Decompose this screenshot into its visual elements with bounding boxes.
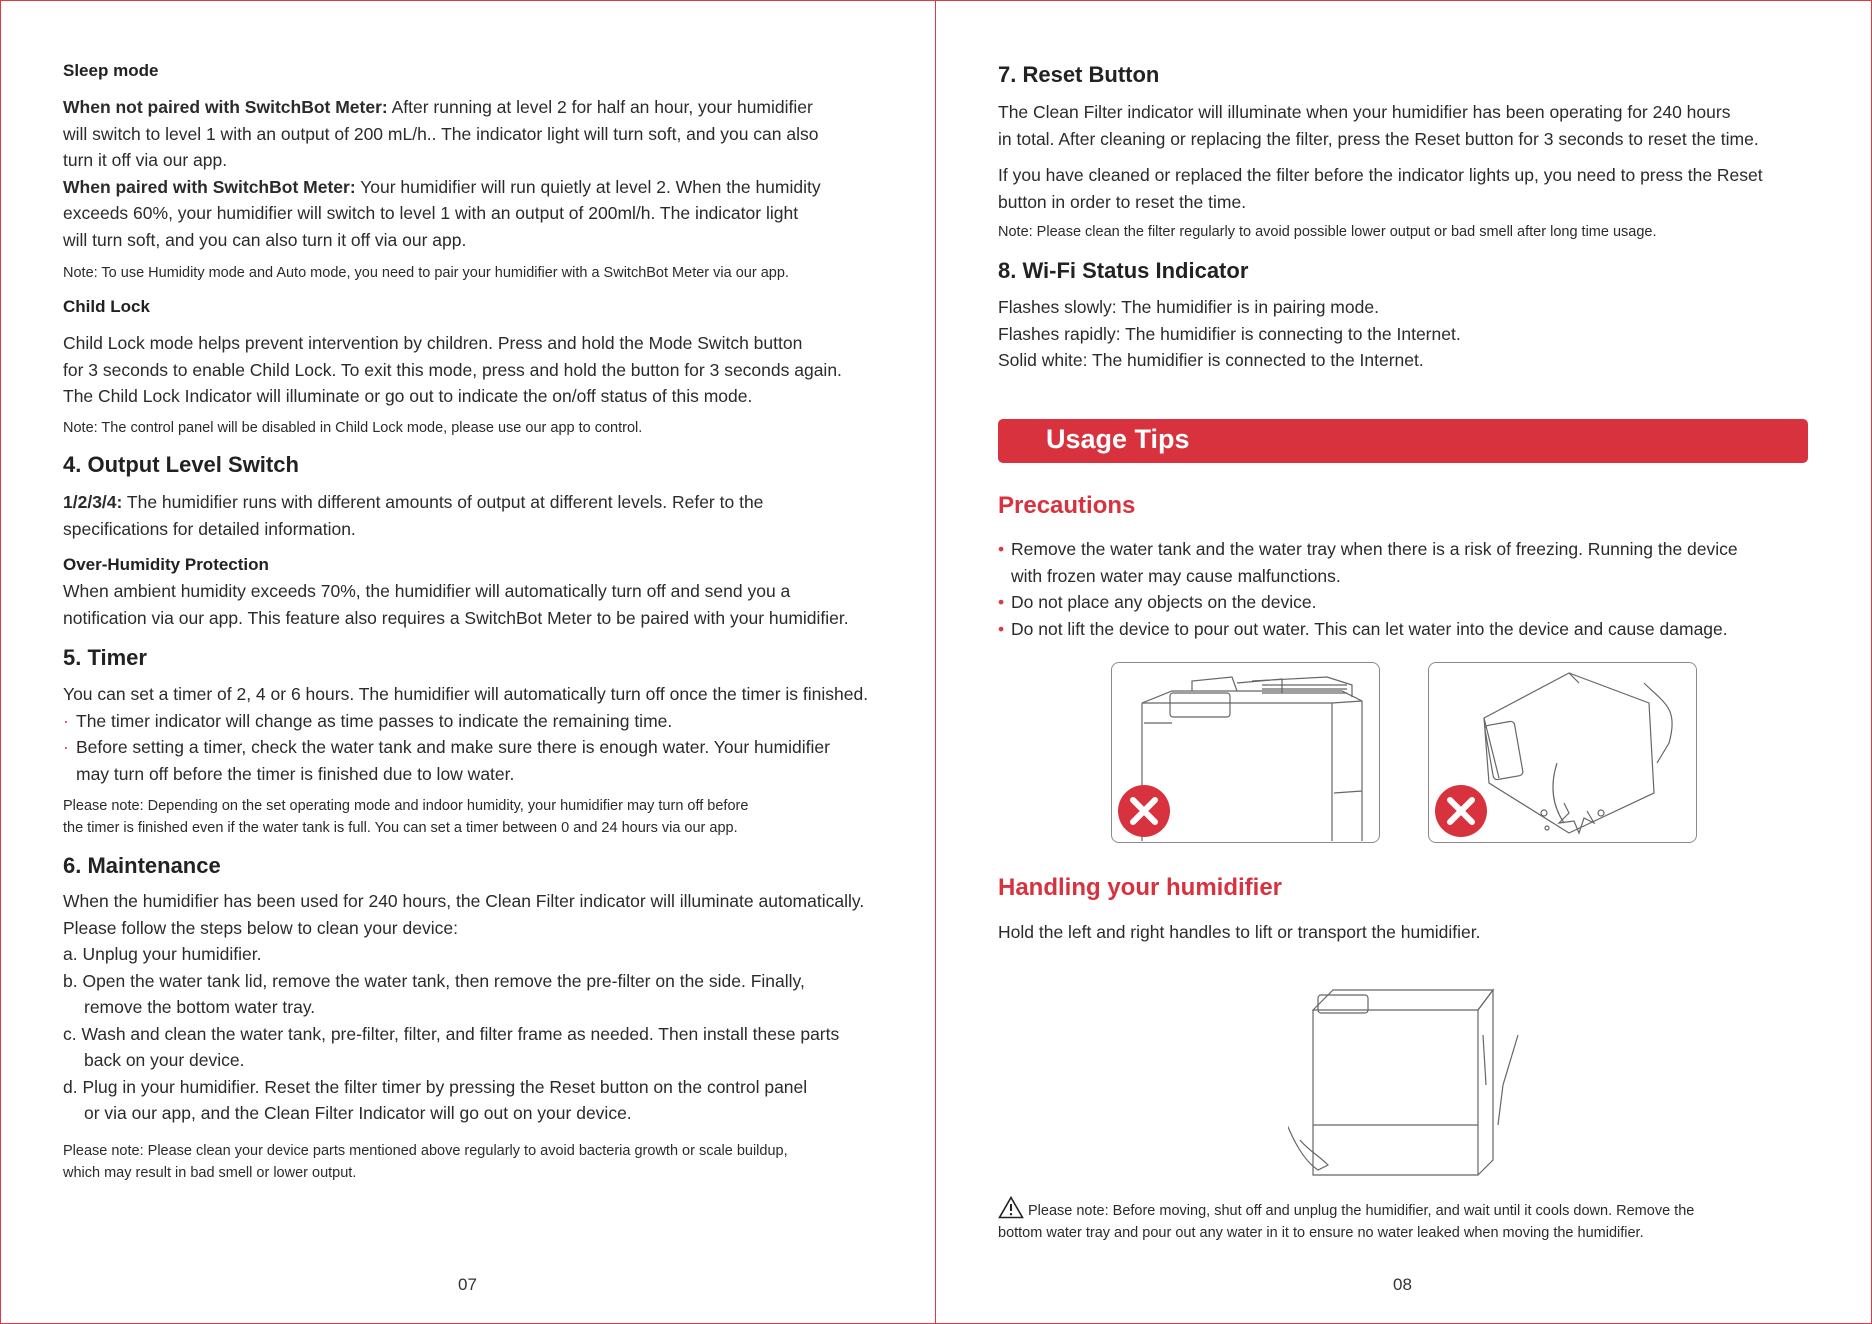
timer-bullet-2: [63, 734, 883, 761]
output-level-title: 4. Output Level Switch: [63, 452, 299, 477]
warning-icon: [998, 1196, 1024, 1219]
reset-text: If you have cleaned or replaced the filter before the indicator lights up, you need to press the Reset: [998, 165, 1763, 185]
cross-mark-icon: [1433, 783, 1489, 839]
sleep-mode-text: Your humidifier will run quietly at level 2. When the humidity: [355, 176, 821, 197]
child-lock-text: Child Lock mode helps prevent intervention by children. Press and hold the Mode Switch button: [63, 333, 803, 353]
page-number-right: 08: [1393, 1275, 1412, 1294]
over-humidity-text: When ambient humidity exceeds 70%, the humidifier will automatically turn off and send you a: [63, 581, 791, 601]
usage-tips-title: Usage Tips: [1046, 424, 1190, 454]
maintenance-step-c: back on your device.: [84, 1050, 245, 1070]
precautions-list: [998, 536, 1818, 642]
humidifier-carry-illustration: [1288, 975, 1528, 1190]
maintenance-text: Please follow the steps below to clean your device:: [63, 917, 458, 938]
maintenance-step-d: d. Plug in your humidifier. Reset the filter timer by pressing the Reset button on the control panel: [63, 1076, 808, 1097]
timer-note: [63, 795, 883, 839]
output-level-text: The humidifier runs with different amounts of output at different levels. Refer to the: [122, 492, 764, 512]
sleep-mode-text: exceeds 60%, your humidifier will switch to level 1 with an output of 200ml/h. The indicator light: [63, 203, 799, 223]
child-lock-text: for 3 seconds to enable Child Lock. To exit this mode, press and hold the button for 3 seconds again.: [63, 359, 842, 380]
sleep-mode-label-paired: When paired with SwitchBot Meter:: [63, 176, 356, 197]
handling-text: Hold the left and right handles to lift or transport the humidifier.: [998, 922, 1481, 942]
over-humidity-text: notification via our app. This feature also requires a SwitchBot Meter to be paired with your humidifier.: [63, 607, 849, 628]
timer-note-text: the timer is finished even if the water tank is full. You can set a timer between 0 and 24 hours via our app.: [63, 820, 738, 836]
precaution-item-3: [998, 616, 1818, 643]
timer-intro: You can set a timer of 2, 4 or 6 hours. The humidifier will automatically turn off once the timer is finished.: [63, 684, 869, 704]
precaution-text: Do not place any objects on the device.: [1011, 592, 1317, 612]
child-lock-paragraph: [63, 330, 883, 410]
page-number-left: 07: [458, 1275, 477, 1294]
wifi-title: 8. Wi-Fi Status Indicator: [998, 258, 1249, 283]
handling-note-line-1: [998, 1200, 1818, 1222]
timer-title: 5. Timer: [63, 645, 147, 670]
timer-paragraph: [63, 681, 883, 787]
maintenance-step-b: b. Open the water tank lid, remove the water tank, then remove the pre-filter on the side. Finally,: [63, 970, 805, 991]
maintenance-text: When the humidifier has been used for 240 hours, the Clean Filter indicator will illuminate automatically.: [63, 891, 865, 911]
sleep-mode-text: will switch to level 1 with an output of 200 mL/h.. The indicator light will turn soft, and you can also: [63, 123, 819, 144]
precautions-title: Precautions: [998, 492, 1136, 519]
bullet-icon: •: [998, 618, 1005, 639]
reset-note: Note: Please clean the filter regularly to avoid possible lower output or bad smell after long time usage.: [998, 224, 1657, 240]
reset-title: 7. Reset Button: [998, 62, 1160, 87]
reset-paragraph-1: [998, 99, 1818, 152]
output-level-label: 1/2/3/4:: [63, 492, 123, 512]
bullet-icon: •: [998, 539, 1005, 559]
handling-title: Handling your humidifier: [998, 874, 1283, 901]
handling-note-text: bottom water tray and pour out any water in it to ensure no water leaked when moving the humidifier.: [998, 1225, 1644, 1241]
over-humidity-title: Over-Humidity Protection: [63, 555, 269, 574]
maintenance-step-a: a. Unplug your humidifier.: [63, 944, 262, 964]
precaution-text: with frozen water may cause malfunctions.: [1011, 565, 1341, 586]
precaution-item-2: [998, 589, 1818, 616]
maintenance-note-text: Please note: Please clean your device parts mentioned above regularly to avoid bacteria growth or scale buildup,: [63, 1143, 788, 1159]
maintenance-step-d: or via our app, and the Clean Filter Indicator will go out on your device.: [84, 1103, 632, 1123]
output-level-paragraph: [63, 489, 883, 542]
precaution-text: Remove the water tank and the water tray when there is a risk of freezing. Running the device: [1011, 539, 1738, 559]
reset-text: in total. After cleaning or replacing the filter, press the Reset button for 3 seconds to reset the time.: [998, 128, 1759, 149]
timer-bullet-text: may turn off before the timer is finished due to low water.: [76, 763, 515, 784]
handling-note-text: Please note: Before moving, shut off and unplug the humidifier, and wait until it cools down. Remove the: [1028, 1203, 1695, 1219]
child-lock-title: Child Lock: [63, 297, 150, 316]
sleep-mode-title: Sleep mode: [63, 61, 159, 80]
illustration-no-objects-on-device: [1111, 662, 1380, 843]
wifi-status-solid: Solid white: The humidifier is connected to the Internet.: [998, 350, 1424, 370]
sleep-mode-note: Note: To use Humidity mode and Auto mode, you need to pair your humidifier with a SwitchBot Meter via our app.: [63, 265, 789, 281]
timer-bullet-text: The timer indicator will change as time passes to indicate the remaining time.: [76, 710, 673, 731]
reset-text: The Clean Filter indicator will illuminate when your humidifier has been operating for 240 hours: [998, 102, 1731, 122]
precaution-text: Do not lift the device to pour out water. This can let water into the device and cause damage.: [1011, 618, 1728, 639]
sleep-mode-label-unpaired: When not paired with SwitchBot Meter:: [63, 97, 388, 117]
bullet-icon: ·: [63, 710, 69, 731]
usage-tips-banner: [998, 419, 1808, 463]
wifi-status-slow: Flashes slowly: The humidifier is in pairing mode.: [998, 297, 1379, 317]
cross-mark-icon: [1116, 783, 1172, 839]
sleep-mode-paragraph-1: [63, 94, 883, 253]
handling-note: [998, 1200, 1818, 1244]
reset-text: button in order to reset the time.: [998, 191, 1247, 212]
sleep-mode-text: will turn soft, and you can also turn it off via our app.: [63, 229, 467, 250]
wifi-status-rapid: Flashes rapidly: The humidifier is connecting to the Internet.: [998, 323, 1461, 344]
bullet-icon: ·: [63, 737, 69, 757]
output-level-text: specifications for detailed information.: [63, 518, 356, 539]
maintenance-step-c: c. Wash and clean the water tank, pre-filter, filter, and filter frame as needed. Then install these parts: [63, 1023, 840, 1044]
maintenance-note: [63, 1140, 883, 1184]
page-divider: [935, 0, 936, 1324]
timer-note-text: Please note: Depending on the set operating mode and indoor humidity, your humidifier may turn off before: [63, 798, 749, 814]
sleep-mode-text: After running at level 2 for half an hour, your humidifier: [387, 97, 813, 117]
precaution-item-1: [998, 536, 1818, 563]
illustration-do-not-pour-water: [1428, 662, 1697, 843]
reset-paragraph-2: [998, 162, 1818, 215]
child-lock-text: The Child Lock Indicator will illuminate or go out to indicate the on/off status of this mode.: [63, 386, 753, 406]
maintenance-title: 6. Maintenance: [63, 853, 221, 878]
bullet-icon: •: [998, 592, 1005, 612]
timer-bullet-1: [63, 708, 883, 735]
sleep-mode-text: turn it off via our app.: [63, 150, 228, 170]
over-humidity-paragraph: [63, 578, 883, 631]
child-lock-note: Note: The control panel will be disabled in Child Lock mode, please use our app to control.: [63, 420, 643, 436]
wifi-paragraph: [998, 294, 1818, 374]
timer-bullet-text: Before setting a timer, check the water tank and make sure there is enough water. Your humidifier: [76, 737, 830, 757]
maintenance-note-text: which may result in bad smell or lower output.: [63, 1165, 357, 1181]
maintenance-step-b: remove the bottom water tray.: [84, 997, 316, 1017]
maintenance-paragraph: [63, 888, 883, 1127]
